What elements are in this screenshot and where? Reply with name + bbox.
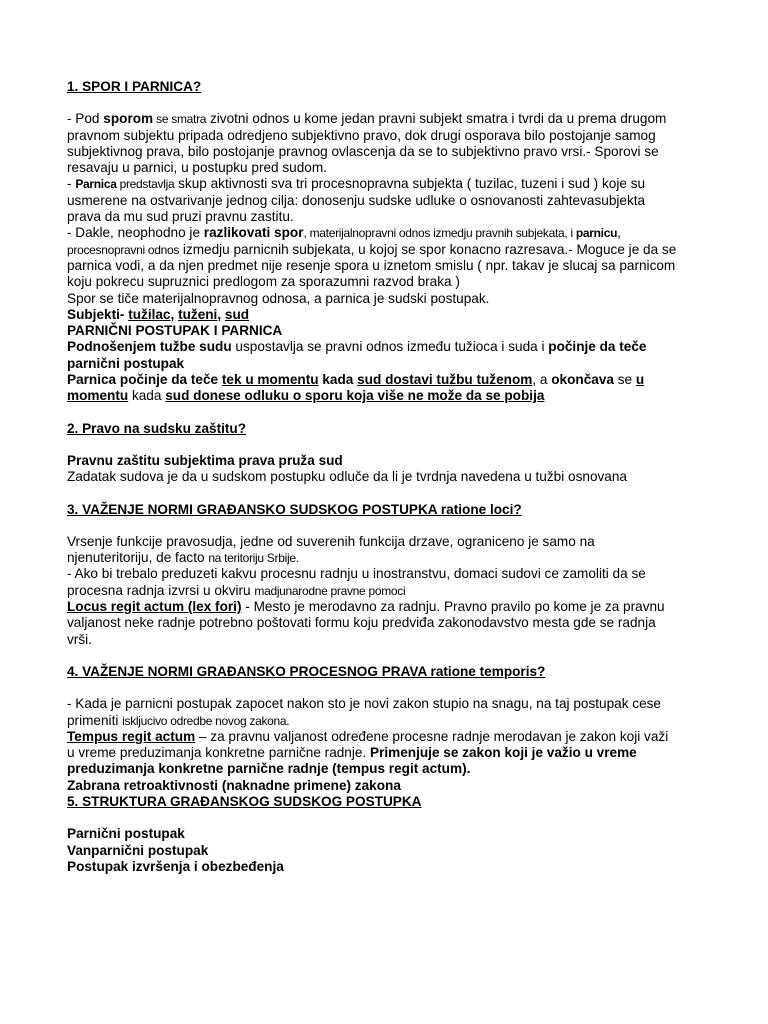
novi-zakon: [67, 696, 679, 729]
text: zivotni odnos u kome jedan pravni subjekt smatra i tvrdi da u prema drugom pravnom subjektu pripada odredjeno subjektivno pravo, dok drugi osporava bilo postojanje samog subjektivnog prava, bilo postojanje pravnog ovlascenja da se to subjektivno pravo vrsi.- Sporovi se resavaju u parnici, u postupku pred sudom.: [67, 111, 667, 176]
subjekti-line: [67, 307, 679, 323]
text: okončava: [551, 372, 614, 388]
term-tempus-regit-actum: Tempus regit actum: [67, 728, 196, 744]
text: na teritoriju Srbije.: [208, 551, 299, 566]
text: -: [67, 176, 76, 192]
text: - Kada je parnicni postupak zapocet nakon sto je novi zakon stupio na snagu, na taj postupak cese primeniti: [67, 696, 661, 728]
text: madjunarodne pravne pomoci: [254, 583, 406, 598]
section-2-heading: 2. Pravo na sudsku zaštitu?: [67, 420, 247, 436]
text: Subjekti-: [67, 306, 129, 322]
text: izmedju parnicnih subjekata, u kojoj se spor konacno razresava.- Moguce je da se parnica vodi, a da njen predmet nije resenje spora u iznetom smislu ( npr. takav je slucaj sa parnicom koju pokrecu supruznici predlogom za sporazumni razvod braka ): [67, 241, 677, 290]
zadatak-sudova: Zadatak sudova je da u sudskom postupku odluče da li je tvrdnja navedena u tužbi osnovana: [67, 469, 627, 485]
text: sud donese odluku o sporu koja više ne može da se pobija: [165, 388, 545, 404]
parnica-definition: [67, 176, 679, 225]
text: kada: [318, 372, 358, 388]
spor-definition: [67, 111, 679, 176]
text: u momentu: [67, 372, 645, 404]
text: ,: [170, 306, 179, 322]
text: Vrsenje funkcije pravosudja, jedne od suverenih funkcija drzave, ograniceno je samo na njenuteritoriju, de facto: [67, 533, 595, 566]
text: – za pravnu valjanost određene procesne radnje merodavan je zakon koji važi u vreme preduzimanja konkretne parnične radnje.: [67, 728, 669, 761]
subject-tuzeni: tuženi: [178, 306, 218, 322]
text: uspostavlja se pravni odnos između tužioca i suda i: [231, 339, 549, 355]
document-body: [67, 79, 679, 875]
text: - Dakle, neophodno je: [67, 225, 204, 241]
section-4-heading: 4. VAŽENJE NORMI GRAĐANSKO PROCESNOG PRAVA ratione temporis?: [67, 663, 546, 679]
text: Parnica počinje da teče: [67, 372, 222, 388]
locus-regit-actum: [67, 599, 679, 648]
term-parnicu: parnicu: [575, 226, 618, 241]
procesna-radnja-inostranstvo: [67, 566, 679, 599]
subheading-parnicni-postupak: PARNIČNI POSTUPAK I PARNICA: [67, 323, 283, 339]
funkcija-pravosudja: [67, 534, 679, 567]
text: procesnopravni odnos: [67, 242, 180, 257]
text: se smatra: [153, 112, 207, 127]
zabrana-retroaktivnosti: Zabrana retroaktivnosti (naknadne primene) zakona: [67, 777, 401, 793]
subject-tuzilac: tužilac: [128, 306, 171, 322]
list-item: Postupak izvršenja i obezbeđenja: [67, 858, 284, 874]
term-razlikovati-spor: razlikovati spor: [203, 225, 304, 241]
text: Podnošenjem tužbe sudu: [67, 339, 232, 355]
list-item: Vanparnični postupak: [67, 842, 209, 858]
text: - Mesto je merodavno za radnju. Pravno pravilo po kome je za pravnu valjanost neke radnje potrebno poštovati formu koju predviđa zakonodavstvo mesta gde se radnja vrši.: [67, 599, 665, 647]
parnica-pocinje: [67, 372, 679, 405]
term-parnica: Parnica: [75, 177, 117, 192]
term-spor: sporom: [103, 111, 154, 127]
pravna-zastita: Pravnu zaštitu subjektima prava pruža sud: [67, 452, 343, 468]
subject-sud: sud: [224, 306, 250, 322]
text: se: [613, 372, 636, 388]
spor-vs-parnica: Spor se tiče materijalnopravnog odnosa, a parnica je sudski postupak.: [67, 290, 490, 306]
text: - Pod: [67, 111, 104, 127]
section-5-heading: 5. STRUKTURA GRAĐANSKOG SUDSKOG POSTUPKA: [67, 793, 422, 809]
text: isklјucivo odredbe novog zakona.: [122, 713, 290, 728]
text: kada: [128, 388, 166, 404]
text: - Ako bi trebalo preduzeti kakvu procesnu radnju u inostranstvu, domaci sudovi ce zamoliti da se procesna radnja izvrsi u okviru: [67, 566, 646, 598]
podnosenje-tuzbe: [67, 339, 679, 372]
text: , a: [532, 372, 552, 388]
section-3-heading: 3. VAŽENJE NORMI GRAĐANSKO SUDSKOG POSTUPKA ratione loci?: [67, 501, 522, 517]
text: skup aktivnosti sva tri procesnopravna subjekta ( tuzilac, tuzeni i sud ) koje su usmerene na ostvarivanje jednog cilja: donosenju sudske udluke o osnovanosti zahtevasubjekta prava da mu sud pruzi pravnu zastitu.: [67, 176, 646, 225]
term-locus-regit-actum: Locus regit actum (lex fori): [67, 599, 242, 615]
text: počinje da teče parnični postupak: [67, 339, 647, 371]
text: , materijalnopravni odnos izmedju pravnih subjekata, i: [303, 226, 576, 241]
spor-parnica-difference: [67, 225, 679, 290]
text: ,: [617, 225, 621, 241]
tempus-regit-actum: [67, 729, 679, 778]
list-item: Parnični postupak: [67, 826, 185, 842]
text: ,: [217, 306, 225, 322]
text: predstavlja: [116, 177, 175, 192]
text: tek u momentu: [221, 372, 319, 388]
text: Primenjuje se zakon koji je važio u vreme preduzimanja konkretne parnične radnje (tempus regit actum).: [67, 745, 637, 777]
section-1-heading: 1. SPOR I PARNICA?: [67, 79, 202, 94]
text: sud dostavi tužbu tuženom: [357, 372, 533, 388]
